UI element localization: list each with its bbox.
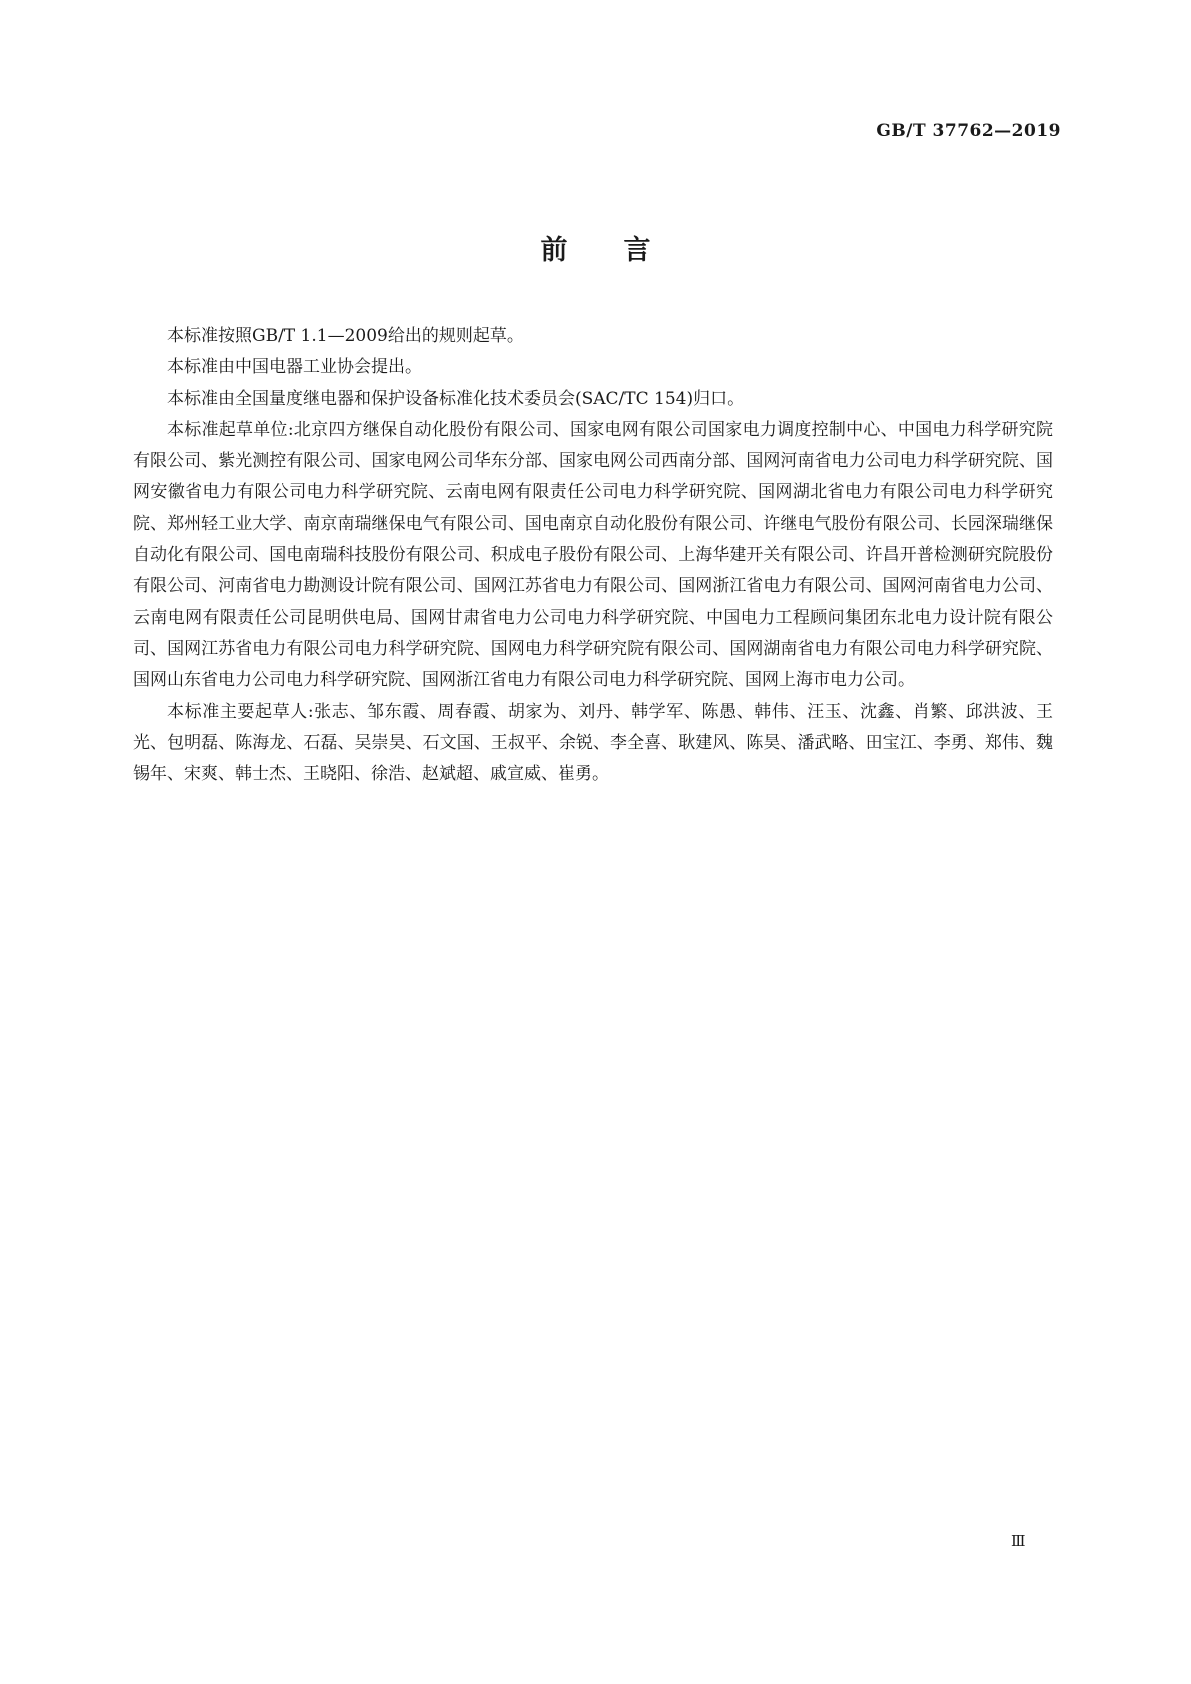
paragraph-drafting-rules: 本标准按照GB/T 1.1—2009给出的规则起草。 [167,326,524,346]
paragraph-drafting-units: 本标准起草单位:北京四方继保自动化股份有限公司、国家电网有限公司国家电力调度控制中心、中国电力科学研究院有限公司、紫光测控有限公司、国家电网公司华东分部、国家电网公司西南分部、国网河南省电力公司电力科学研究院、国网安徽省电力有限公司电力科学研究院、云南电网有限责任公司电力科学研究院、国网湖北省电力有限公司电力科学研究院、郑州轻工业大学、南京南瑞继保电气有限公司、国电南京自动化股份有限公司、许继电气股份有限公司、长园深瑞继保自动化有限公司、国电南瑞科技股份有限公司、积成电子股份有限公司、上海华建开关有限公司、许昌开普检测研究院股份有限公司、河南省电力勘测设计院有限公司、国网江苏省电力有限公司、国网浙江省电力有限公司、国网河南省电力公司、云南电网有限责任公司昆明供电局、国网甘肃省电力公司电力科学研究院、中国电力工程顾问集团东北电力设计院有限公司、国网江苏省电力有限公司电力科学研究院、国网电力科学研究院有限公司、国网湖南省电力有限公司电力科学研究院、国网山东省电力公司电力科学研究院、国网浙江省电力有限公司电力科学研究院、国网上海市电力公司。 [133,419,1053,691]
standard-code: GB/T 37762—2019 [876,121,1061,141]
paragraph-committee: 本标准由全国量度继电器和保护设备标准化技术委员会(SAC/TC 154)归口。 [167,388,745,409]
paragraph-proposer: 本标准由中国电器工业协会提出。 [167,357,422,378]
page-title: 前言 [540,235,707,266]
page-number: Ⅲ [1011,1532,1026,1550]
body-text [133,321,1053,790]
paragraph-drafters: 本标准主要起草人:张志、邹东霞、周春霞、胡家为、刘丹、韩学军、陈愚、韩伟、汪玉、沈鑫、肖繁、邱洪波、王光、包明磊、陈海龙、石磊、吴崇昊、石文国、王叔平、余锐、李全喜、耿建风、陈昊、潘武略、田宝江、李勇、郑伟、魏锡年、宋爽、韩士杰、王晓阳、徐浩、赵斌超、戚宣威、崔勇。 [133,701,1053,785]
